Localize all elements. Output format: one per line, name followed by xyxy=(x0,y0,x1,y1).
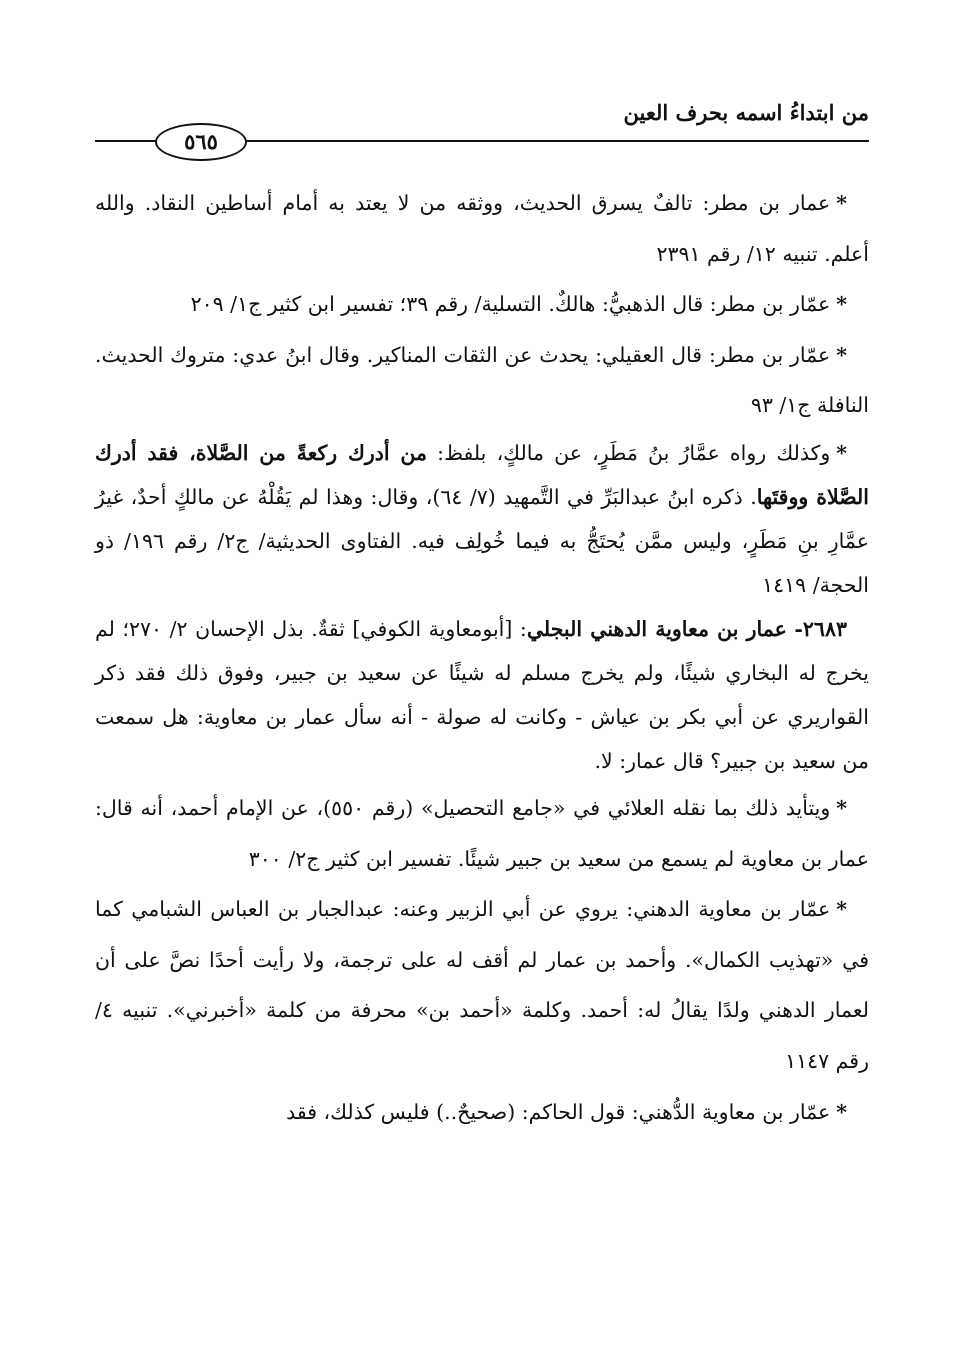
entry xyxy=(95,178,869,279)
page-header xyxy=(95,98,869,156)
entry-marker: * xyxy=(836,1099,847,1124)
page-number: ٥٦٥ xyxy=(155,123,247,161)
hadith-quote: من أدرك ركعةً من الصَّلاة، فقد أدرك الصَّلاة ووقتَها xyxy=(95,440,869,509)
entry xyxy=(95,279,869,330)
entry-text: . ذكره ابنُ عبدالبَرِّ في التَّمهيد (٧/ ٦٤)، وقال: وهذا لم يَقُلْهُ عن مالكٍ أحدٌ، غيرُ عمَّارِ بنِ مَطَرٍ، وليس ممَّن يُحتَجُّ به فيما خُولِف فيه. الفتاوى الحديثية/ ج٢/ رقم ١٩٦/ ذو الحجة/ ١٤١٩ xyxy=(95,484,870,597)
entry-text: وكذلك رواه عمَّارُ بنُ مَطَرٍ، عن مالكٍ، بلفظ: xyxy=(426,440,831,465)
entry-marker: * xyxy=(836,440,848,465)
entry-marker: * xyxy=(836,292,847,317)
entry-marker: * xyxy=(836,191,847,215)
entry xyxy=(95,330,869,431)
entry-text: عمّار بن معاوية الدهني: يروي عن أبي الزبير وعنه: عبدالجبار بن العباس الشبامي كما في «تهذيب الكمال». وأحمد بن عمار لم أقف له على ترجمة، ولا رأيت أحدًا نصَّ على أن لعمار الدهني ولدًا يقالُ له: أحمد. وكلمة «أحمد بن» محرفة من كلمة «أخبرني». تنبيه ٤/ رقم ١١٤٧ xyxy=(95,897,869,1073)
body-text xyxy=(95,178,869,1137)
entry-text: عمّار بن مطر: قال العقيلي: يحدث عن الثقات المناكير. وقال ابنُ عدي: متروك الحديث. النافلة ج١/ ٩٣ xyxy=(95,342,869,418)
entry-number: ٢٦٨٣- xyxy=(794,616,847,641)
entry-text: عمار بن مطر: تالفٌ يسرق الحديث، ووثقه من لا يعتد به أمام أساطين النقاد. والله أعلم. تنبيه ١٢/ رقم ٢٣٩١ xyxy=(95,191,869,266)
entry xyxy=(95,431,869,607)
entry xyxy=(95,1087,869,1138)
entry-marker: * xyxy=(836,795,847,820)
entry xyxy=(95,884,869,1086)
narrator-entry xyxy=(95,607,869,783)
entry xyxy=(95,783,869,884)
narrator-name: عمار بن معاوية الدهني البجلي xyxy=(526,616,787,641)
entry-text: عمّار بن معاوية الدُّهني: قول الحاكم: (صحيحٌ..) فليس كذلك، فقد xyxy=(286,1099,831,1124)
entry-text: : [أبومعاوية الكوفي] ثقةٌ. بذل الإحسان ٢/ ٢٧٠؛ لم يخرج له البخاري شيئًا، ولم يخرج مسلم له شيئًا عن سعيد بن جبير، وفوق ذلك فقد ذكر القواريري عن أبي بكر بن عياش - وكانت له صولة - أنه سأل عمار بن معاوية: هل سمعت من سعيد بن جبير؟ قال عمار: لا. xyxy=(95,616,869,773)
entry-text: عمّار بن مطر: قال الذهبيُّ: هالكٌ. التسلية/ رقم ٣٩؛ تفسير ابن كثير ج١/ ٢٠٩ xyxy=(190,292,831,317)
entry-marker: * xyxy=(836,897,847,922)
entry-text: ويتأيد ذلك بما نقله العلائي في «جامع التحصيل» (رقم ٥٥٠)، عن الإمام أحمد، أنه قال: عمار بن معاوية لم يسمع من سعيد بن جبير شيئًا. تفسير ابن كثير ج٢/ ٣٠٠ xyxy=(95,795,869,871)
running-title: من ابتداءُ اسمه بحرف العين xyxy=(623,100,869,125)
entry-marker: * xyxy=(836,342,847,367)
